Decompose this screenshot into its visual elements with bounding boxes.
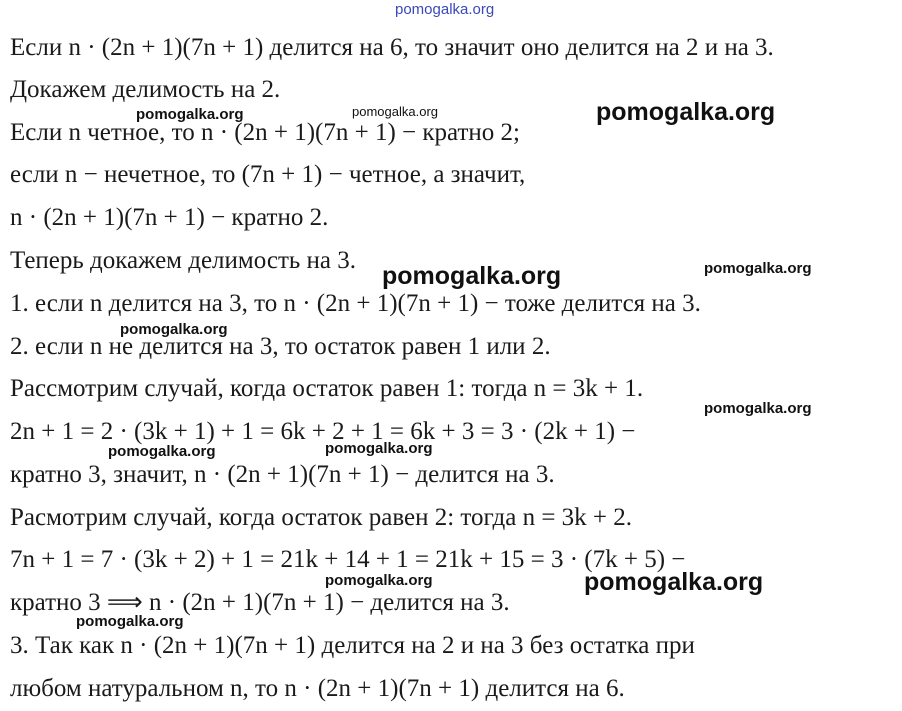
- watermark: pomogalka.org: [704, 400, 812, 417]
- watermark: pomogalka.org: [352, 104, 438, 119]
- watermark: pomogalka.org: [136, 106, 244, 123]
- text-line-10: 2n + 1 = 2 · (3k + 1) + 1 = 6k + 2 + 1 = 6k + 3 = 3 · (2k + 1) −: [10, 418, 636, 445]
- text-line-13: 7n + 1 = 7 · (3k + 2) + 1 = 21k + 14 + 1 = 21k + 15 = 3 · (7k + 5) −: [10, 546, 686, 573]
- text-line-15: 3. Так как n · (2n + 1)(7n + 1) делится на 2 и на 3 без остатка при: [10, 632, 695, 659]
- watermark: pomogalka.org: [325, 440, 433, 457]
- watermark: pomogalka.org: [382, 262, 562, 290]
- watermark: pomogalka.org: [76, 613, 184, 630]
- text-line-5: n · (2n + 1)(7n + 1) − кратно 2.: [10, 204, 329, 231]
- watermark: pomogalka.org: [584, 568, 764, 596]
- text-line-12: Расмотрим случай, когда остаток равен 2: тогда n = 3k + 2.: [10, 504, 633, 531]
- header-watermark: pomogalka.org: [395, 1, 495, 18]
- text-line-14: кратно 3 ⟹ n · (2n + 1)(7n + 1) − делится на 3.: [10, 589, 510, 616]
- text-line-3: Если n четное, то n · (2n + 1)(7n + 1) − кратно 2;: [10, 119, 520, 146]
- watermark: pomogalka.org: [325, 572, 433, 589]
- text-line-6: Теперь докажем делимость на 3.: [10, 247, 356, 274]
- watermark: pomogalka.org: [120, 321, 228, 338]
- text-line-9: Рассмотрим случай, когда остаток равен 1: тогда n = 3k + 1.: [10, 375, 644, 402]
- text-line-7: 1. если n делится на 3, то n · (2n + 1)(7n + 1) − тоже делится на 3.: [10, 290, 701, 317]
- text-line-16: любом натуральном n, то n · (2n + 1)(7n + 1) делится на 6.: [10, 675, 625, 702]
- text-line-1: Если n · (2n + 1)(7n + 1) делится на 6, то значит оно делится на 2 и на 3.: [10, 34, 774, 61]
- text-line-2: Докажем делимость на 2.: [10, 76, 281, 103]
- watermark: pomogalka.org: [108, 443, 216, 460]
- text-line-4: если n − нечетное, то (7n + 1) − четное, а значит,: [10, 161, 526, 188]
- text-line-11: кратно 3, значит, n · (2n + 1)(7n + 1) − делится на 3.: [10, 461, 555, 488]
- text-line-8: 2. если n не делится на 3, то остаток равен 1 или 2.: [10, 333, 551, 360]
- watermark: pomogalka.org: [704, 260, 812, 277]
- watermark: pomogalka.org: [596, 98, 776, 126]
